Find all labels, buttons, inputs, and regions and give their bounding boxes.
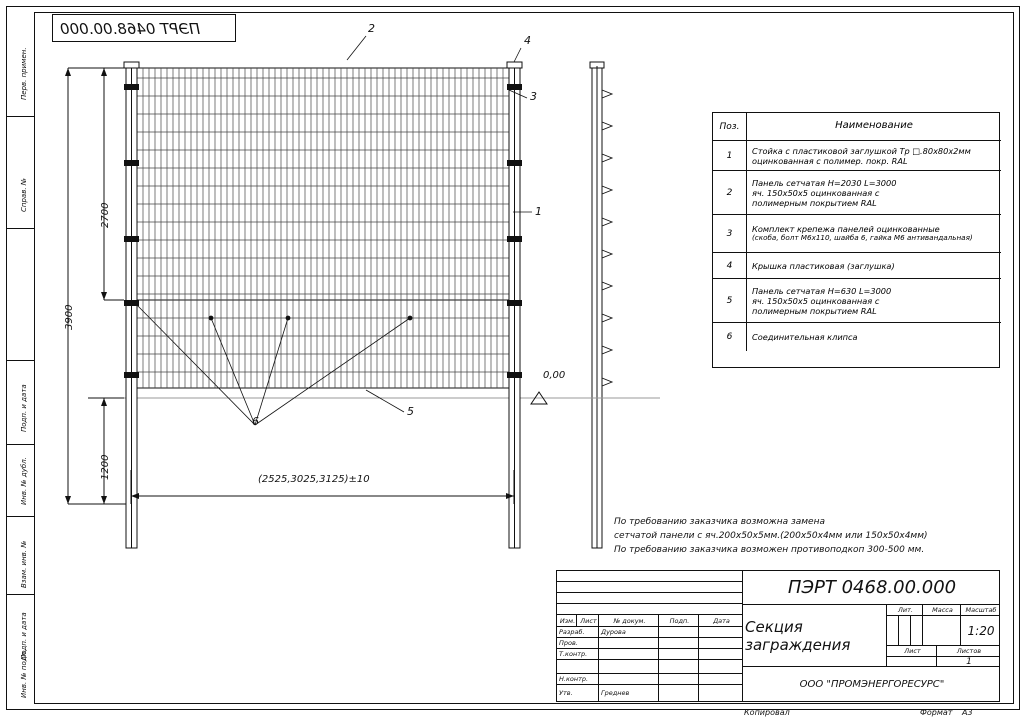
spec-row-5-name <box>747 279 1001 322</box>
role-1-name <box>599 638 659 649</box>
spec-row-6-pos: 6 <box>713 323 747 351</box>
role-3-data <box>699 660 743 674</box>
spec-row-4 <box>713 253 1001 279</box>
callout-6: 6 <box>252 415 259 428</box>
role-4-podp <box>659 674 699 685</box>
spec-row-3-line-0: Комплект крепежа панелей оцинкованные <box>752 224 940 235</box>
spec-row-6-line-0: Соединительная клипса <box>752 332 858 342</box>
copy-label: Копировал <box>744 708 790 717</box>
margin-label-6: Инв. № подл. <box>20 649 28 698</box>
massa-value <box>923 616 961 646</box>
spec-row-4-line-0: Крышка пластиковая (заглушка) <box>752 260 895 271</box>
masshtab-value: 1:20 <box>961 616 999 646</box>
role-4-data <box>699 674 743 685</box>
spec-row-5-line-2: полимерным покрытием RAL <box>752 305 877 316</box>
spec-row-3-pos: 3 <box>713 215 747 252</box>
rev-grid-r0 <box>557 571 743 582</box>
lit-value-2 <box>899 616 911 646</box>
margin-label-3: Инв. № дубл. <box>20 457 28 505</box>
role-1-data <box>699 638 743 649</box>
datum-label: 0,00 <box>543 370 566 381</box>
spec-header-pos: Поз. <box>713 113 747 140</box>
role-5-data <box>699 685 743 701</box>
role-2-name <box>599 649 659 660</box>
role-4-name <box>599 674 659 685</box>
spec-row-1-pos: 1 <box>713 141 747 170</box>
callout-5: 5 <box>407 405 414 418</box>
lit-value-1 <box>887 616 899 646</box>
margin-label-2: Подп. и дата <box>20 384 28 432</box>
note-line-2: По требованию заказчика возможен противоподкоп 300-500 мм. <box>614 545 925 555</box>
col-docno: № докум. <box>599 615 659 627</box>
spec-row-3-line-1: (скоба, болт М6х110, шайба 6, гайка М6 антивандальная) <box>752 233 973 243</box>
spec-row-2-pos: 2 <box>713 171 747 214</box>
lit-value-3 <box>911 616 923 646</box>
col-podp: Подп. <box>659 615 699 627</box>
massa-header: Масса <box>923 605 961 616</box>
format-value: А3 <box>962 708 973 717</box>
spec-row-5-line-0: Панель сетчатая H=630 L=3000 <box>752 285 892 296</box>
spec-row-2-line-2: полимерным покрытием RAL <box>752 197 877 208</box>
spec-row-5-pos: 5 <box>713 279 747 322</box>
listov-header: Листов <box>937 646 999 657</box>
col-data: Дата <box>699 615 743 627</box>
spec-header-name <box>747 113 1001 140</box>
role-2: Т.контр. <box>557 649 599 660</box>
spec-header-row <box>713 113 1001 141</box>
role-3-name <box>599 660 659 674</box>
title-block <box>556 570 1000 702</box>
spec-row-2-line-0: Панель сетчатая H=2030 L=3000 <box>752 177 897 188</box>
role-4: Н.контр. <box>557 674 599 685</box>
col-list: Лист <box>577 615 599 627</box>
product-name: Секция заграждения <box>743 605 887 667</box>
spec-row-1 <box>713 141 1001 171</box>
note-line-1: сетчатой панели с яч.200х50х5мм.(200х50х4мм или 150х50х4мм) <box>614 531 928 541</box>
company-name: ООО "ПРОМЭНЕРГОРЕСУРС" <box>799 678 945 690</box>
rev-grid-r3 <box>557 604 743 615</box>
spec-row-1-line-1: оцинкованная с полимер. покр. RAL <box>752 155 908 166</box>
role-1: Пров. <box>557 638 599 649</box>
role-0: Разраб. <box>557 627 599 638</box>
spec-row-3 <box>713 215 1001 253</box>
spec-row-2-line-1: яч. 150х50х5 оцинкованная с <box>752 187 880 198</box>
role-1-podp <box>659 638 699 649</box>
note-line-0: По требованию заказчика возможна замена <box>614 517 825 527</box>
spec-row-4-name <box>747 253 1001 278</box>
role-0-name: Дурова <box>599 627 659 638</box>
doc-number: ПЭРТ 0468.00.000 <box>743 571 999 605</box>
rev-grid-r1 <box>557 582 743 593</box>
masshtab-header: Масштаб <box>961 605 999 616</box>
col-izm: Изм. <box>557 615 577 627</box>
spec-row-6 <box>713 323 1001 351</box>
callout-2: 2 <box>368 22 375 35</box>
dim-1200: 1200 <box>100 454 111 480</box>
dim-3900: 3900 <box>64 304 75 330</box>
rev-grid-r2 <box>557 593 743 604</box>
margin-label-1: Справ. № <box>20 177 28 212</box>
spec-row-2-name <box>747 171 1001 214</box>
margin-label-0: Перв. примен. <box>20 47 28 100</box>
spec-row-3-name <box>747 215 1001 252</box>
margin-label-5: Подп. и дата <box>20 612 28 660</box>
role-5-name: Греднев <box>599 685 659 701</box>
format-label: Формат <box>920 708 953 717</box>
spec-row-4-pos: 4 <box>713 253 747 278</box>
drawing-code-label: ПЭРТ 0468.00.000 <box>60 20 201 38</box>
callout-4: 4 <box>524 34 531 47</box>
spec-row-1-name <box>747 141 1001 170</box>
role-0-podp <box>659 627 699 638</box>
margin-label-4: Взам. инв. № <box>20 540 28 588</box>
list-header: Лист <box>887 646 937 657</box>
role-2-podp <box>659 649 699 660</box>
role-5-podp <box>659 685 699 701</box>
dim-2700: 2700 <box>100 202 111 228</box>
spec-row-6-name <box>747 323 1001 351</box>
spec-row-2 <box>713 171 1001 215</box>
spec-row-1-line-0: Стойка с пластиковой заглушкой Тр □.80х80х2мм <box>752 145 971 156</box>
role-3-podp <box>659 660 699 674</box>
spec-row-5-line-1: яч. 150х50х5 оцинкованная с <box>752 295 880 306</box>
listov-value: 1 <box>937 657 999 667</box>
callout-1: 1 <box>535 205 542 218</box>
role-2-data <box>699 649 743 660</box>
role-5: Утв. <box>557 685 599 701</box>
list-value <box>887 657 937 667</box>
spec-header-name-text: Наименование <box>835 120 913 132</box>
spec-row-5 <box>713 279 1001 323</box>
role-0-data <box>699 627 743 638</box>
lit-header: Лит. <box>887 605 923 616</box>
dim-span: (2525,3025,3125)±10 <box>258 474 370 485</box>
role-3 <box>557 660 599 674</box>
specification-table <box>712 112 1000 368</box>
callout-3: 3 <box>530 90 537 103</box>
